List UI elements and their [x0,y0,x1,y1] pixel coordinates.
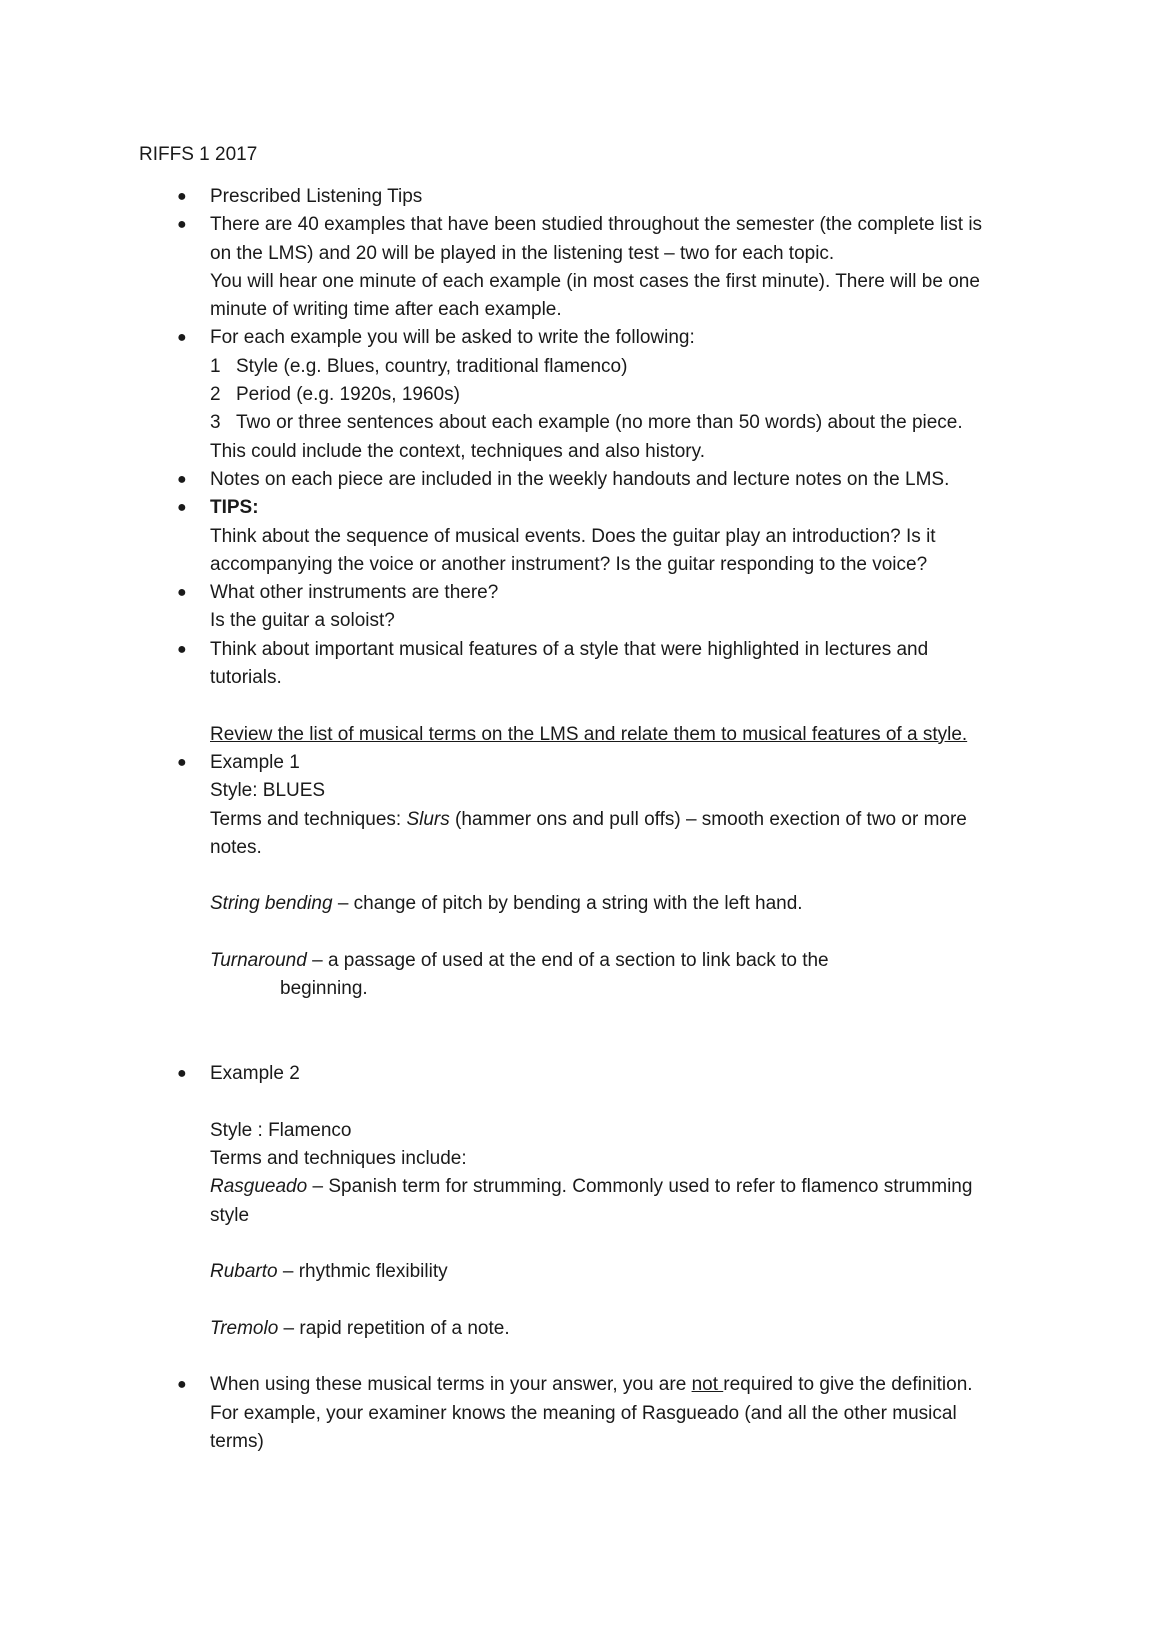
list-item-notes: ● Notes on each piece are included in the weekly handouts and lecture notes on the LMS. [0,466,1157,494]
list-item-other-instruments: ● What other instruments are there? Is the guitar a soloist? [0,579,1157,636]
bullet-icon: ● [177,499,187,517]
list-item-example-1: ● Example 1 Style: BLUES Terms and techniques: Slurs (hammer ons and pull offs) – smooth exection of two or more notes. String bending – change of pitch by bending a string with the left hand. Turnaround – a passage of used at the end of a section to link back to the beginning. [0,749,1157,1060]
document-title: RIFFS 1 2017 [139,144,258,165]
bullet-icon: ● [177,640,187,658]
sub-item-style: 1 Style (e.g. Blues, country, traditional flamenco) [210,355,628,377]
term-rasgueado: Rasgueado [210,1176,308,1198]
bullet-icon: ● [177,1065,187,1083]
bullet-icon: ● [177,753,187,771]
list-item-example-2: ● Example 2 Style : Flamenco Terms and techniques include: Rasgueado – Spanish term for strumming. Commonly used to refer to flamenco strumming style Rubarto – rhythmic flexibility Tremolo – rapid repetition of a note. [0,1060,1157,1371]
bullet-icon: ● [177,1376,187,1394]
tips-heading: TIPS: [210,497,259,519]
list-item-definitions-note: ● When using these musical terms in your answer, you are not required to give the definition. For example, your examiner knows the meaning of Rasgueado (and all the other musical terms) [0,1371,1157,1456]
list-item-tips: ● TIPS: Think about the sequence of musical events. Does the guitar play an introduction? Is it accompanying the voice or another instrument? Is the guitar responding to the voice? [0,494,1157,579]
term-rubarto: Rubarto [210,1261,278,1283]
term-string-bending: String bending [210,893,333,915]
bullet-icon: ● [177,188,187,205]
bullet-icon: ● [177,470,187,488]
bullet-icon: ● [177,584,187,602]
bullet-icon: ● [177,329,187,347]
tips-list [0,183,1157,1456]
term-slurs: Slurs [406,808,450,830]
sub-item-period: 2 Period (e.g. 1920s, 1960s) [210,384,460,406]
sub-item-sentences: 3 Two or three sentences about each example (no more than 50 words) about the piece. [210,412,963,434]
list-item-examples-info: ● There are 40 examples that have been studied throughout the semester (the complete list is on the LMS) and 20 will be played in the listening test – two for each topic. You will hear one minute of each example (in most cases the first minute). There will be one minute of writing time after each example. [0,211,1157,324]
review-terms-note: Review the list of musical terms on the LMS and relate them to musical features of a style. [210,723,968,745]
list-item-write-following: ● For each example you will be asked to write the following: 1 Style (e.g. Blues, country, traditional flamenco) 2 Period (e.g. 1920s, 1960s) 3 Two or three sentences about each example (no more than 50 words) about the piece. This could include the context, techniques and also history. [0,324,1157,465]
term-tremolo: Tremolo [210,1317,279,1339]
term-turnaround: Turnaround [210,950,307,972]
not-emphasis: not [691,1374,724,1396]
list-item-prescribed-tips: ● Prescribed Listening Tips [0,183,1157,211]
bullet-icon: ● [177,216,187,234]
list-item-musical-features: ● Think about important musical features of a style that were highlighted in lectures and tutorials. Review the list of musical terms on the LMS and relate them to musical features of a style. [0,636,1157,749]
